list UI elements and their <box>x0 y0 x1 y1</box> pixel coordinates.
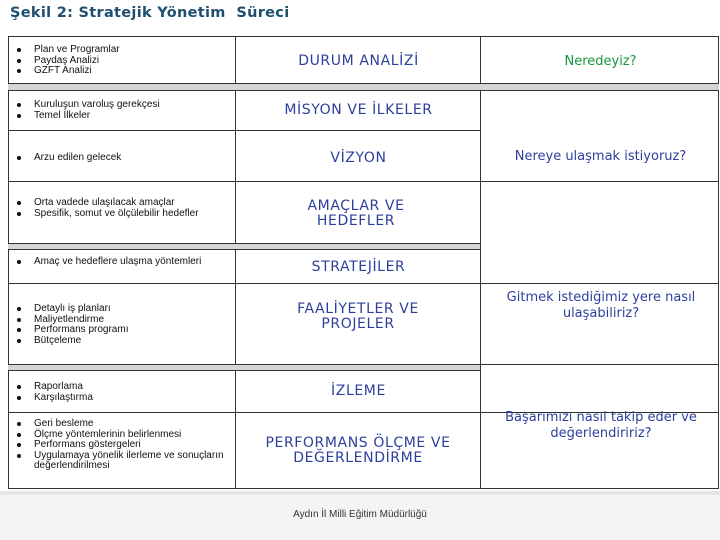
divider <box>8 249 480 250</box>
bullet-list <box>14 153 121 164</box>
bullet-list <box>14 382 93 403</box>
list-item: Temel İlkeler <box>14 111 160 122</box>
list-item: Detaylı iş planları <box>14 304 128 315</box>
list-item: Plan ve Programlar <box>14 45 120 56</box>
list-item: Amaç ve hedeflere ulaşma yöntemleri <box>14 257 214 268</box>
figure-title: Şekil 2: Stratejik Yönetim Süreci <box>10 5 290 21</box>
list-item: Performans göstergeleri <box>14 440 232 451</box>
bullet-list <box>14 419 232 472</box>
list-item: Maliyetlendirme <box>14 315 128 326</box>
bullet-list <box>14 257 214 268</box>
question-label: Gitmek istediğimiz yere nasıl ulaşabiliriz? <box>506 290 696 321</box>
list-item: Performans programı <box>14 325 128 336</box>
stage-label: VİZYON <box>330 150 387 166</box>
stage-label: FAALİYETLER VE PROJELER <box>297 301 419 332</box>
divider <box>8 36 719 37</box>
list-item: Bütçeleme <box>14 336 128 347</box>
divider <box>8 84 719 90</box>
stage-label: DURUM ANALİZİ <box>298 53 419 69</box>
divider <box>8 370 480 371</box>
divider <box>8 130 480 131</box>
list-item: Arzu edilen gelecek <box>14 153 121 164</box>
question-label: Nereye ulaşmak istiyoruz? <box>514 149 687 164</box>
stage-label: İZLEME <box>331 383 386 399</box>
list-item: Ölçme yöntemlerinin belirlenmesi <box>14 430 232 441</box>
stage-label: AMAÇLAR VE HEDEFLER <box>307 198 405 229</box>
list-item: Raporlama <box>14 382 93 393</box>
divider <box>8 365 480 370</box>
stage-label: MİSYON VE İLKELER <box>284 102 433 118</box>
list-item: Uygulamaya yönelik ilerleme ve sonuçların değerlendirilmesi <box>14 451 232 472</box>
divider <box>8 90 719 91</box>
list-item: Kuruluşun varoluş gerekçesi <box>14 100 160 111</box>
footer-text: Aydın İl Milli Eğitim Müdürlüğü <box>293 509 427 520</box>
question-label: Neredeyiz? <box>564 54 637 69</box>
stage-label: STRATEJİLER <box>311 259 406 275</box>
list-item: Spesifik, somut ve ölçülebilir hedefler <box>14 209 214 220</box>
list-item: Karşılaştırma <box>14 393 93 404</box>
bullet-list <box>14 45 120 77</box>
bullet-list <box>14 304 128 346</box>
list-item: Orta vadede ulaşılacak amaçlar <box>14 198 214 209</box>
list-item: Paydaş Analizi <box>14 56 120 67</box>
list-item: Geri besleme <box>14 419 232 430</box>
stage-label: PERFORMANS ÖLÇME VE DEĞERLENDİRME <box>265 435 451 466</box>
divider <box>8 244 480 249</box>
divider <box>8 181 719 182</box>
process-table <box>8 36 719 489</box>
list-item: GZFT Analizi <box>14 66 120 77</box>
divider <box>718 36 719 488</box>
divider <box>8 488 719 489</box>
bullet-list <box>14 198 214 219</box>
bullet-list <box>14 100 160 121</box>
question-label: Başarımızı nasıl takip eder ve değerlendiririz? <box>505 410 697 441</box>
divider <box>8 283 719 284</box>
divider <box>8 36 9 488</box>
